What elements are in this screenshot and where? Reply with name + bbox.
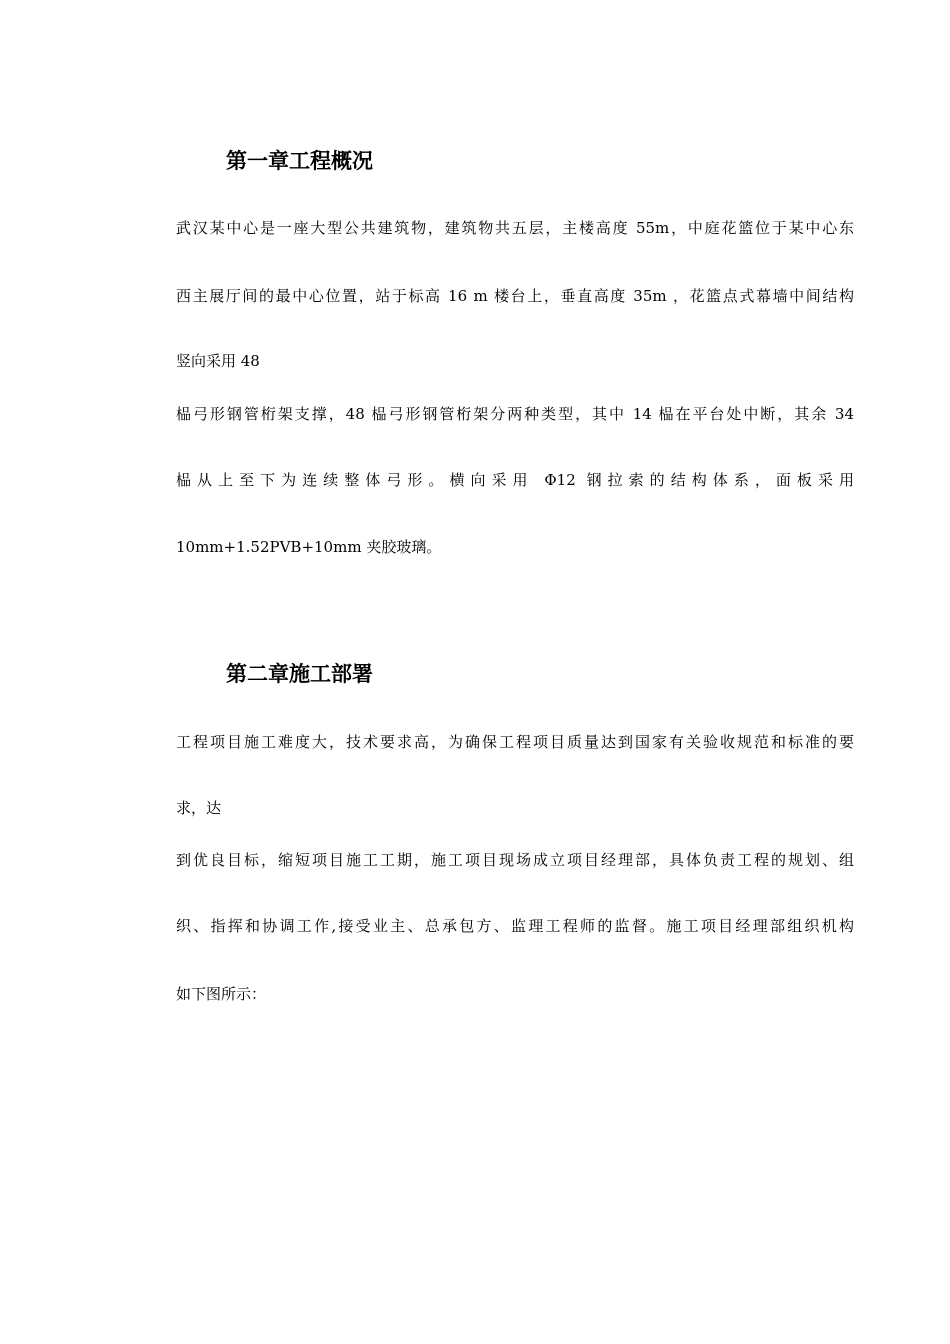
chapter-1-title: 第一章工程概况 bbox=[226, 149, 373, 173]
chapter-2-line-3: 到优良目标，缩短项目施工工期，施工项目现场成立项目经理部，具体负责工程的规划、组 bbox=[176, 851, 854, 869]
chapter-1-line-5: 榀从上至下为连续整体弓形。横向采用 Φ12 钢拉索的结构体系，面板采用 bbox=[176, 471, 854, 489]
chapter-2-title: 第二章施工部署 bbox=[226, 662, 373, 686]
chapter-2-line-4: 织、指挥和协调工作,接受业主、总承包方、监理工程师的监督。施工项目经理部组织机构 bbox=[176, 917, 854, 935]
chapter-2-line-1: 工程项目施工难度大，技术要求高，为确保工程项目质量达到国家有关验收规范和标准的要 bbox=[176, 733, 854, 751]
chapter-1-line-2: 西主展厅间的最中心位置，站于标高 16 m 楼台上，垂直高度 35m ，花篮点式幕墙中间结构 bbox=[176, 287, 854, 305]
chapter-1-line-4: 榀弓形钢管桁架支撑，48 榀弓形钢管桁架分两种类型，其中 14 榀在平台处中断，其余 34 bbox=[176, 405, 854, 423]
chapter-1-line-1: 武汉某中心是一座大型公共建筑物，建筑物共五层，主楼高度 55m，中庭花篮位于某中心东 bbox=[176, 219, 854, 237]
chapter-1-line-6: 10mm+1.52PVB+10mm 夹胶玻璃。 bbox=[176, 538, 442, 556]
chapter-2-line-2: 求，达 bbox=[176, 799, 222, 817]
chapter-1-line-3: 竖向采用 48 bbox=[176, 352, 260, 370]
chapter-2-line-5: 如下图所示： bbox=[176, 985, 267, 1003]
